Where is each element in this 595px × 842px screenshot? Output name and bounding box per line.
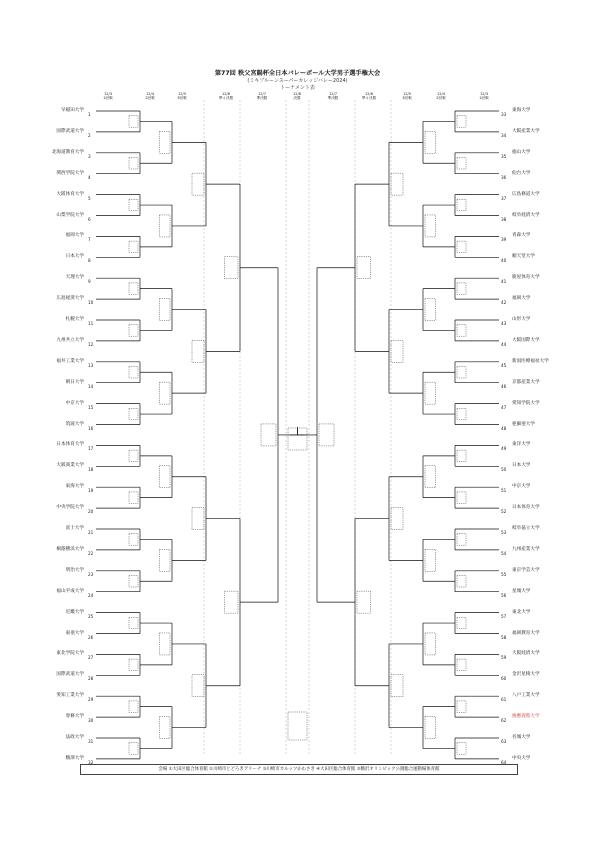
round-label: 決勝 bbox=[293, 96, 301, 101]
round-date: 12/7 bbox=[328, 92, 338, 96]
left-match-box bbox=[225, 591, 239, 613]
left-team-seed: 31 bbox=[88, 739, 94, 744]
right-match-box bbox=[457, 492, 466, 503]
round-label: 1回戦 bbox=[103, 96, 113, 101]
left-team-seed: 10 bbox=[88, 300, 94, 306]
left-team-name: 大阪商業大学 bbox=[56, 463, 84, 469]
right-team-name: 金沢星稜大学 bbox=[512, 672, 540, 678]
right-match-box bbox=[457, 534, 466, 545]
left-team-seed: 27 bbox=[88, 655, 94, 661]
third-place-box bbox=[288, 712, 307, 740]
right-team-seed: 52 bbox=[501, 509, 507, 515]
right-team-name: 星城大学 bbox=[512, 588, 531, 594]
left-team-name: 東北学院大学 bbox=[56, 651, 84, 657]
round-date: 12/7 bbox=[257, 92, 267, 96]
right-team-name: 岐阜協立大学 bbox=[512, 526, 540, 531]
right-team-seed: 42 bbox=[501, 300, 507, 306]
left-team-seed: 11 bbox=[88, 321, 94, 326]
round-label: 準決勝 bbox=[256, 96, 268, 101]
right-match-box bbox=[457, 283, 466, 294]
right-team-name: 福岡教育大学 bbox=[512, 630, 540, 636]
left-team-seed: 32 bbox=[88, 759, 94, 765]
round-label: 2回戦 bbox=[145, 96, 155, 101]
right-match-box bbox=[457, 450, 466, 461]
right-team-name: 東洋大学 bbox=[512, 442, 531, 448]
right-team-seed: 47 bbox=[501, 404, 507, 410]
right-match-box bbox=[457, 116, 466, 127]
left-team-name: 山梨学院大学 bbox=[56, 212, 84, 218]
right-match-box bbox=[457, 325, 466, 336]
right-team-name: 中京大学 bbox=[512, 484, 531, 490]
right-team-seed: 63 bbox=[501, 739, 507, 744]
right-team-seed: 57 bbox=[501, 613, 507, 619]
left-team-name: 天理大学 bbox=[65, 275, 84, 281]
right-team-seed: 64 bbox=[501, 759, 507, 765]
left-team-name: 福岡大学 bbox=[65, 233, 84, 239]
left-team-name: 大阪体育大学 bbox=[56, 191, 84, 197]
left-team-name: 筑波大学 bbox=[65, 421, 84, 427]
left-team-seed: 9 bbox=[88, 279, 91, 285]
right-match-box bbox=[457, 199, 466, 210]
left-match-box bbox=[129, 576, 138, 587]
left-match-box bbox=[129, 534, 138, 545]
left-match-box bbox=[129, 158, 138, 169]
left-team-name: 東亜大学 bbox=[65, 630, 84, 636]
right-match-box bbox=[457, 743, 466, 754]
right-team-name: 順天堂大学 bbox=[512, 254, 535, 260]
bracket-caption: トーナメント表 bbox=[280, 85, 315, 91]
right-team-seed: 58 bbox=[501, 634, 507, 640]
left-match-box bbox=[129, 199, 138, 210]
left-team-seed: 14 bbox=[88, 383, 94, 389]
left-team-name: 中京大学 bbox=[65, 400, 84, 406]
right-team-seed: 56 bbox=[501, 592, 507, 598]
left-team-seed: 17 bbox=[88, 446, 94, 452]
right-team-name: 大阪経済大学 bbox=[512, 651, 540, 657]
right-team-name: 大阪産業大学 bbox=[512, 128, 540, 134]
left-team-seed: 29 bbox=[88, 697, 94, 703]
left-match-box bbox=[129, 617, 138, 628]
left-match-box bbox=[129, 116, 138, 127]
left-match-box bbox=[129, 283, 138, 294]
left-team-name: 中央学院大学 bbox=[56, 505, 84, 511]
right-team-seed: 44 bbox=[501, 341, 507, 347]
right-match-box bbox=[357, 257, 371, 279]
right-team-name: 愛知学院大学 bbox=[512, 400, 540, 406]
left-team-seed: 8 bbox=[88, 258, 91, 264]
right-team-name: 徳山大学 bbox=[512, 149, 531, 155]
right-match-box bbox=[425, 299, 436, 321]
left-team-seed: 1 bbox=[88, 112, 91, 117]
right-team-name: 福岡大学 bbox=[512, 296, 531, 302]
left-team-seed: 13 bbox=[88, 362, 94, 368]
right-match-box bbox=[457, 659, 466, 670]
right-team-seed: 38 bbox=[501, 216, 507, 222]
right-match-box bbox=[425, 633, 436, 655]
round-date: 12/5 bbox=[177, 92, 187, 96]
left-team-name: 福山平成大学 bbox=[56, 588, 84, 594]
right-match-box bbox=[457, 701, 466, 712]
page-subtitle: (ミキプルーンスーパーカレッジバレー2024) bbox=[247, 78, 348, 84]
left-team-seed: 24 bbox=[88, 592, 94, 598]
round-date: 12/6 bbox=[221, 92, 231, 96]
right-match-box bbox=[425, 717, 436, 739]
right-team-seed: 49 bbox=[501, 446, 507, 452]
left-team-name: 日本大学 bbox=[65, 254, 84, 260]
right-team-name: 日本体育大学 bbox=[512, 505, 540, 511]
left-team-seed: 16 bbox=[88, 425, 94, 431]
left-match-box bbox=[129, 325, 138, 336]
left-team-name: 法政大学 bbox=[65, 735, 84, 740]
right-match-box bbox=[457, 576, 466, 587]
right-team-name: 山形大学 bbox=[512, 317, 531, 322]
right-team-seed: 48 bbox=[501, 425, 507, 431]
left-team-name: 専修大学 bbox=[65, 714, 84, 720]
right-team-seed: 55 bbox=[501, 571, 507, 577]
right-team-seed: 46 bbox=[501, 383, 507, 389]
right-team-seed: 39 bbox=[501, 237, 507, 243]
left-team-name: 国際武道大学 bbox=[56, 672, 84, 678]
venue-footer: 会場 ①大田区総合体育館 ②川崎市とどろきアリーナ ③川崎市カルッツかわさき ④大田区総合体育館 ⑤駒沢オリンピック公園総合運動場体育館 bbox=[80, 764, 518, 775]
left-match-box bbox=[160, 466, 171, 488]
right-team-name: 東海大学 bbox=[512, 108, 531, 113]
left-team-seed: 28 bbox=[88, 676, 94, 682]
right-team-name: 日本大学 bbox=[512, 463, 531, 469]
left-match-box bbox=[192, 173, 204, 195]
right-match-box bbox=[425, 466, 436, 488]
left-match-box bbox=[129, 659, 138, 670]
left-team-name: 朝日大学 bbox=[65, 379, 84, 385]
left-team-name: 日本体育大学 bbox=[56, 442, 84, 448]
round-date: 12/6 bbox=[364, 92, 374, 96]
left-match-box bbox=[129, 743, 138, 754]
left-team-seed: 26 bbox=[88, 634, 94, 640]
round-label: 準決勝 bbox=[327, 96, 339, 101]
left-team-name: 札幌大学 bbox=[65, 317, 84, 322]
round-date: 12/5 bbox=[402, 92, 412, 96]
right-match-box bbox=[457, 367, 466, 378]
right-match-box bbox=[319, 424, 334, 446]
left-team-seed: 19 bbox=[88, 488, 94, 494]
left-team-name: 早稲田大学 bbox=[61, 108, 84, 113]
left-team-name: 東海大学 bbox=[65, 484, 84, 490]
right-team-seed: 36 bbox=[501, 174, 507, 180]
left-match-box bbox=[129, 701, 138, 712]
right-team-seed: 60 bbox=[501, 676, 507, 682]
left-match-box bbox=[225, 257, 239, 279]
left-team-name: 駒澤大学 bbox=[65, 755, 84, 761]
left-team-seed: 6 bbox=[88, 216, 91, 222]
right-match-box bbox=[425, 549, 436, 571]
left-team-name: 愛知工業大学 bbox=[56, 693, 84, 699]
right-team-seed: 40 bbox=[501, 258, 507, 264]
right-team-name: 仙台大学 bbox=[512, 170, 531, 176]
left-match-box bbox=[129, 492, 138, 503]
right-team-name: 青森大学 bbox=[512, 233, 531, 239]
left-team-seed: 15 bbox=[88, 404, 94, 410]
left-team-seed: 3 bbox=[88, 153, 91, 159]
right-team-seed: 61 bbox=[501, 697, 507, 703]
round-date: 12/4 bbox=[436, 92, 446, 96]
left-match-box bbox=[160, 131, 171, 153]
right-team-name: 鹿屋体育大学 bbox=[512, 275, 540, 281]
right-team-seed: 45 bbox=[501, 362, 507, 368]
left-match-box bbox=[129, 450, 138, 461]
left-match-box bbox=[160, 299, 171, 321]
left-team-name: 国際武道大学 bbox=[56, 128, 84, 134]
right-team-seed: 53 bbox=[501, 530, 507, 535]
left-team-seed: 20 bbox=[88, 509, 94, 515]
left-team-seed: 18 bbox=[88, 467, 94, 473]
right-match-box bbox=[425, 215, 436, 237]
right-match-box bbox=[391, 173, 403, 195]
left-match-box bbox=[129, 408, 138, 419]
round-label: 3回戦 bbox=[177, 96, 187, 101]
right-match-box bbox=[457, 241, 466, 252]
right-team-seed: 50 bbox=[501, 467, 507, 473]
left-match-box bbox=[160, 717, 171, 739]
left-team-seed: 4 bbox=[88, 174, 91, 180]
left-team-seed: 12 bbox=[88, 341, 94, 347]
round-date: 12/8 bbox=[292, 92, 302, 96]
left-team-seed: 30 bbox=[88, 718, 94, 724]
right-match-box bbox=[425, 131, 436, 153]
right-team-name: 八戸工業大学 bbox=[512, 693, 540, 699]
right-team-name: 東京学芸大学 bbox=[512, 567, 540, 573]
right-match-box bbox=[391, 675, 403, 697]
left-team-seed: 21 bbox=[88, 530, 94, 535]
right-match-box bbox=[457, 408, 466, 419]
right-team-name: 慶應義塾大学 bbox=[512, 714, 540, 720]
right-match-box bbox=[391, 340, 403, 362]
left-team-name: 桐蔭横浜大学 bbox=[56, 546, 84, 552]
left-match-box bbox=[160, 549, 171, 571]
round-date: 12/3 bbox=[479, 92, 489, 96]
right-team-seed: 37 bbox=[501, 195, 507, 201]
left-team-name: 関西学院大学 bbox=[56, 170, 84, 176]
right-team-seed: 33 bbox=[501, 112, 507, 117]
right-team-name: 東北大学 bbox=[512, 609, 531, 615]
right-team-name: 亜細亜大学 bbox=[512, 421, 535, 427]
left-match-box bbox=[129, 241, 138, 252]
right-team-name: 広島修道大学 bbox=[512, 191, 540, 197]
right-match-box bbox=[391, 508, 403, 530]
left-match-box bbox=[160, 215, 171, 237]
right-team-name: 大阪国際大学 bbox=[512, 337, 540, 343]
left-team-seed: 22 bbox=[88, 550, 94, 556]
right-team-name: 名城大学 bbox=[512, 735, 531, 740]
right-team-name: 京都産業大学 bbox=[512, 379, 540, 385]
right-team-seed: 59 bbox=[501, 655, 507, 661]
left-team-name: 北海道教育大学 bbox=[51, 149, 84, 155]
right-team-seed: 54 bbox=[501, 550, 507, 556]
right-team-seed: 34 bbox=[501, 132, 507, 138]
round-label: 2回戦 bbox=[436, 96, 446, 101]
right-match-box bbox=[457, 617, 466, 628]
right-team-name: 新潟医療福祉大学 bbox=[512, 358, 549, 364]
left-team-seed: 7 bbox=[88, 237, 91, 243]
left-team-seed: 23 bbox=[88, 571, 94, 577]
right-team-seed: 51 bbox=[501, 488, 507, 494]
left-match-box bbox=[192, 675, 204, 697]
right-team-name: 岐阜経済大学 bbox=[512, 212, 540, 218]
left-team-name: 富士大学 bbox=[65, 526, 84, 531]
left-match-box bbox=[261, 424, 276, 446]
right-team-name: 中央大学 bbox=[512, 755, 531, 761]
left-team-name: 近畿大学 bbox=[65, 609, 84, 615]
right-team-name: 九州産業大学 bbox=[512, 546, 540, 552]
left-match-box bbox=[192, 340, 204, 362]
left-team-name: 広島経済大学 bbox=[56, 296, 84, 302]
right-team-seed: 43 bbox=[501, 321, 507, 326]
round-label: 1回戦 bbox=[479, 96, 489, 101]
round-label: 準々決勝 bbox=[218, 96, 234, 101]
right-team-seed: 35 bbox=[501, 153, 507, 159]
left-match-box bbox=[160, 382, 171, 404]
right-match-box bbox=[457, 158, 466, 169]
round-date: 12/4 bbox=[145, 92, 155, 96]
right-team-seed: 62 bbox=[501, 718, 507, 724]
left-team-seed: 25 bbox=[88, 613, 94, 619]
right-match-box bbox=[425, 382, 436, 404]
right-team-seed: 41 bbox=[501, 279, 507, 285]
left-match-box bbox=[129, 367, 138, 378]
left-team-seed: 5 bbox=[88, 195, 91, 201]
page-title: 第77回 秩父宮賜杯全日本バレーボール大学男子選手権大会 bbox=[214, 70, 381, 77]
left-team-name: 明治大学 bbox=[65, 567, 84, 573]
round-date: 12/3 bbox=[103, 92, 113, 96]
round-label: 3回戦 bbox=[402, 96, 412, 101]
left-match-box bbox=[160, 633, 171, 655]
left-match-box bbox=[192, 508, 204, 530]
left-team-name: 九州共立大学 bbox=[56, 337, 84, 343]
round-label: 準々決勝 bbox=[361, 96, 377, 101]
right-match-box bbox=[357, 591, 371, 613]
left-team-name: 福井工業大学 bbox=[56, 358, 84, 364]
left-team-seed: 2 bbox=[88, 132, 91, 138]
